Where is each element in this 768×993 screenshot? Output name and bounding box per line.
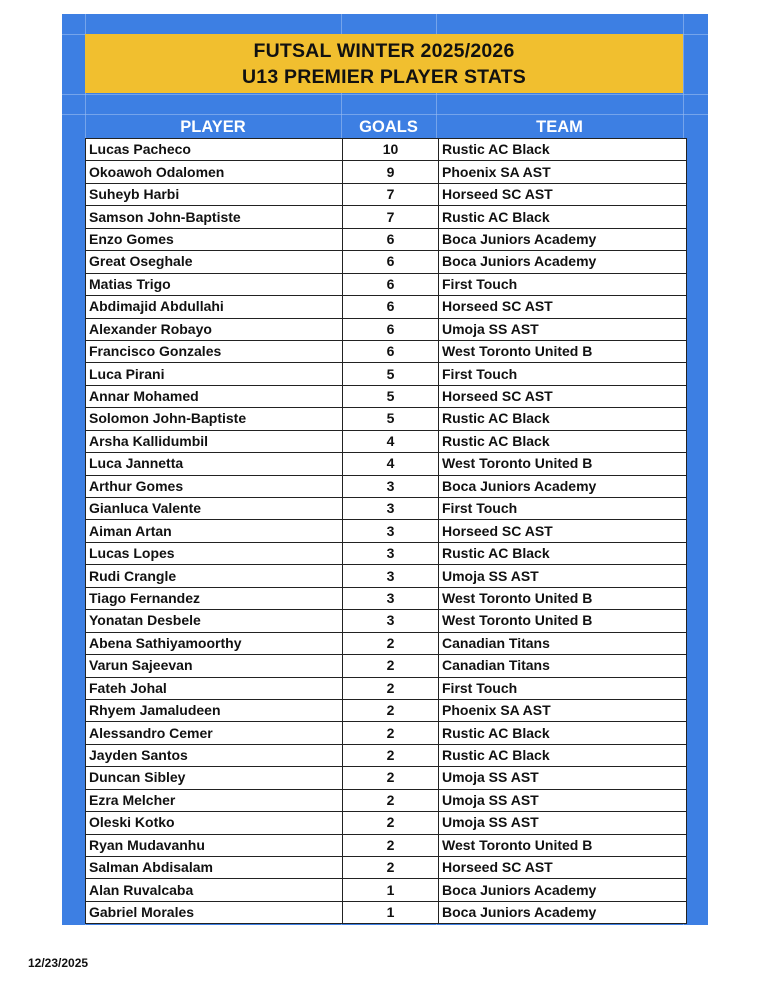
team-name-cell: Horseed SC AST: [439, 857, 687, 879]
table-row: [86, 520, 687, 542]
player-name-cell: Gabriel Morales: [86, 901, 343, 923]
player-stats-table: [85, 138, 687, 924]
goals-cell: 3: [343, 610, 439, 632]
team-name-cell: Umoja SS AST: [439, 789, 687, 811]
team-name-cell: Rustic AC Black: [439, 722, 687, 744]
team-name-cell: Horseed SC AST: [439, 183, 687, 205]
goals-cell: 2: [343, 812, 439, 834]
table-header: [85, 115, 683, 139]
table-row: [86, 363, 687, 385]
title-line-1: FUTSAL WINTER 2025/2026: [253, 39, 515, 62]
goals-cell: 6: [343, 273, 439, 295]
goals-cell: 6: [343, 340, 439, 362]
table-row: [86, 587, 687, 609]
goals-cell: 2: [343, 699, 439, 721]
table-row: [86, 475, 687, 497]
goals-cell: 2: [343, 677, 439, 699]
player-name-cell: Okoawoh Odalomen: [86, 161, 343, 183]
goals-cell: 2: [343, 789, 439, 811]
team-name-cell: Umoja SS AST: [439, 812, 687, 834]
goals-cell: 5: [343, 408, 439, 430]
table-row: [86, 273, 687, 295]
goals-cell: 7: [343, 206, 439, 228]
goals-cell: 2: [343, 857, 439, 879]
player-name-cell: Luca Jannetta: [86, 453, 343, 475]
player-name-cell: Samson John-Baptiste: [86, 206, 343, 228]
table-row: [86, 812, 687, 834]
team-name-cell: Umoja SS AST: [439, 565, 687, 587]
player-name-cell: Great Oseghale: [86, 251, 343, 273]
player-name-cell: Gianluca Valente: [86, 498, 343, 520]
team-name-cell: West Toronto United B: [439, 587, 687, 609]
player-name-cell: Salman Abdisalam: [86, 857, 343, 879]
table-row: [86, 699, 687, 721]
header-goals: GOALS: [359, 118, 418, 136]
team-name-cell: Rustic AC Black: [439, 542, 687, 564]
goals-cell: 9: [343, 161, 439, 183]
goals-cell: 3: [343, 520, 439, 542]
title-line-2: U13 PREMIER PLAYER STATS: [242, 65, 526, 88]
footer-date: 12/23/2025: [28, 956, 89, 970]
player-name-cell: Arthur Gomes: [86, 475, 343, 497]
table-row: [86, 251, 687, 273]
player-name-cell: Aiman Artan: [86, 520, 343, 542]
table-row: [86, 161, 687, 183]
team-name-cell: Horseed SC AST: [439, 296, 687, 318]
player-name-cell: Oleski Kotko: [86, 812, 343, 834]
team-name-cell: Rustic AC Black: [439, 139, 687, 161]
goals-cell: 6: [343, 296, 439, 318]
team-name-cell: West Toronto United B: [439, 834, 687, 856]
table-row: [86, 296, 687, 318]
player-name-cell: Varun Sajeevan: [86, 655, 343, 677]
table-row: [86, 453, 687, 475]
team-name-cell: Horseed SC AST: [439, 385, 687, 407]
goals-cell: 3: [343, 542, 439, 564]
table-row: [86, 857, 687, 879]
team-name-cell: First Touch: [439, 363, 687, 385]
table-row: [86, 722, 687, 744]
player-name-cell: Alessandro Cemer: [86, 722, 343, 744]
table-row: [86, 139, 687, 161]
player-name-cell: Ezra Melcher: [86, 789, 343, 811]
team-name-cell: Canadian Titans: [439, 655, 687, 677]
goals-cell: 4: [343, 430, 439, 452]
goals-cell: 2: [343, 744, 439, 766]
team-name-cell: Horseed SC AST: [439, 520, 687, 542]
team-name-cell: Rustic AC Black: [439, 206, 687, 228]
goals-cell: 10: [343, 139, 439, 161]
player-name-cell: Lucas Pacheco: [86, 139, 343, 161]
spreadsheet-sheet: [62, 14, 708, 925]
goals-cell: 3: [343, 498, 439, 520]
goals-cell: 6: [343, 318, 439, 340]
player-name-cell: Tiago Fernandez: [86, 587, 343, 609]
header-player: PLAYER: [180, 118, 246, 136]
team-name-cell: Boca Juniors Academy: [439, 251, 687, 273]
table-row: [86, 498, 687, 520]
goals-cell: 2: [343, 632, 439, 654]
player-name-cell: Rhyem Jamaludeen: [86, 699, 343, 721]
table-row: [86, 767, 687, 789]
player-name-cell: Enzo Gomes: [86, 228, 343, 250]
player-name-cell: Francisco Gonzales: [86, 340, 343, 362]
table-row: [86, 610, 687, 632]
table-row: [86, 901, 687, 923]
player-name-cell: Abena Sathiyamoorthy: [86, 632, 343, 654]
team-name-cell: Rustic AC Black: [439, 744, 687, 766]
goals-cell: 5: [343, 385, 439, 407]
player-name-cell: Duncan Sibley: [86, 767, 343, 789]
player-name-cell: Ryan Mudavanhu: [86, 834, 343, 856]
player-name-cell: Yonatan Desbele: [86, 610, 343, 632]
player-name-cell: Abdimajid Abdullahi: [86, 296, 343, 318]
table-row: [86, 430, 687, 452]
table-row: [86, 542, 687, 564]
player-name-cell: Arsha Kallidumbil: [86, 430, 343, 452]
player-name-cell: Luca Pirani: [86, 363, 343, 385]
player-name-cell: Fateh Johal: [86, 677, 343, 699]
team-name-cell: Umoja SS AST: [439, 767, 687, 789]
goals-cell: 2: [343, 722, 439, 744]
team-name-cell: West Toronto United B: [439, 453, 687, 475]
team-name-cell: Canadian Titans: [439, 632, 687, 654]
goals-cell: 3: [343, 565, 439, 587]
table-row: [86, 206, 687, 228]
goals-cell: 6: [343, 251, 439, 273]
goals-cell: 7: [343, 183, 439, 205]
team-name-cell: Boca Juniors Academy: [439, 475, 687, 497]
team-name-cell: First Touch: [439, 273, 687, 295]
team-name-cell: Rustic AC Black: [439, 408, 687, 430]
table-row: [86, 834, 687, 856]
goals-cell: 1: [343, 879, 439, 901]
player-name-cell: Jayden Santos: [86, 744, 343, 766]
team-name-cell: Boca Juniors Academy: [439, 228, 687, 250]
team-name-cell: Boca Juniors Academy: [439, 901, 687, 923]
goals-cell: 5: [343, 363, 439, 385]
goals-cell: 4: [343, 453, 439, 475]
player-name-cell: Rudi Crangle: [86, 565, 343, 587]
table-row: [86, 385, 687, 407]
goals-cell: 2: [343, 834, 439, 856]
title-banner: [85, 34, 683, 93]
table-row: [86, 789, 687, 811]
table-row: [86, 879, 687, 901]
team-name-cell: Rustic AC Black: [439, 430, 687, 452]
grid-line: [62, 94, 708, 95]
goals-cell: 2: [343, 767, 439, 789]
table-row: [86, 744, 687, 766]
team-name-cell: Umoja SS AST: [439, 318, 687, 340]
player-name-cell: Suheyb Harbi: [86, 183, 343, 205]
table-row: [86, 228, 687, 250]
table-row: [86, 340, 687, 362]
table-row: [86, 408, 687, 430]
team-name-cell: West Toronto United B: [439, 610, 687, 632]
team-name-cell: Phoenix SA AST: [439, 161, 687, 183]
table-row: [86, 655, 687, 677]
team-name-cell: Boca Juniors Academy: [439, 879, 687, 901]
goals-cell: 3: [343, 475, 439, 497]
player-name-cell: Lucas Lopes: [86, 542, 343, 564]
player-name-cell: Matias Trigo: [86, 273, 343, 295]
team-name-cell: Phoenix SA AST: [439, 699, 687, 721]
player-name-cell: Annar Mohamed: [86, 385, 343, 407]
player-name-cell: Alexander Robayo: [86, 318, 343, 340]
header-team: TEAM: [536, 118, 583, 136]
team-name-cell: First Touch: [439, 498, 687, 520]
table-row: [86, 183, 687, 205]
player-name-cell: Solomon John-Baptiste: [86, 408, 343, 430]
table-row: [86, 632, 687, 654]
table-row: [86, 318, 687, 340]
goals-cell: 1: [343, 901, 439, 923]
player-name-cell: Alan Ruvalcaba: [86, 879, 343, 901]
goals-cell: 6: [343, 228, 439, 250]
team-name-cell: West Toronto United B: [439, 340, 687, 362]
table-row: [86, 677, 687, 699]
goals-cell: 2: [343, 655, 439, 677]
team-name-cell: First Touch: [439, 677, 687, 699]
table-row: [86, 565, 687, 587]
goals-cell: 3: [343, 587, 439, 609]
